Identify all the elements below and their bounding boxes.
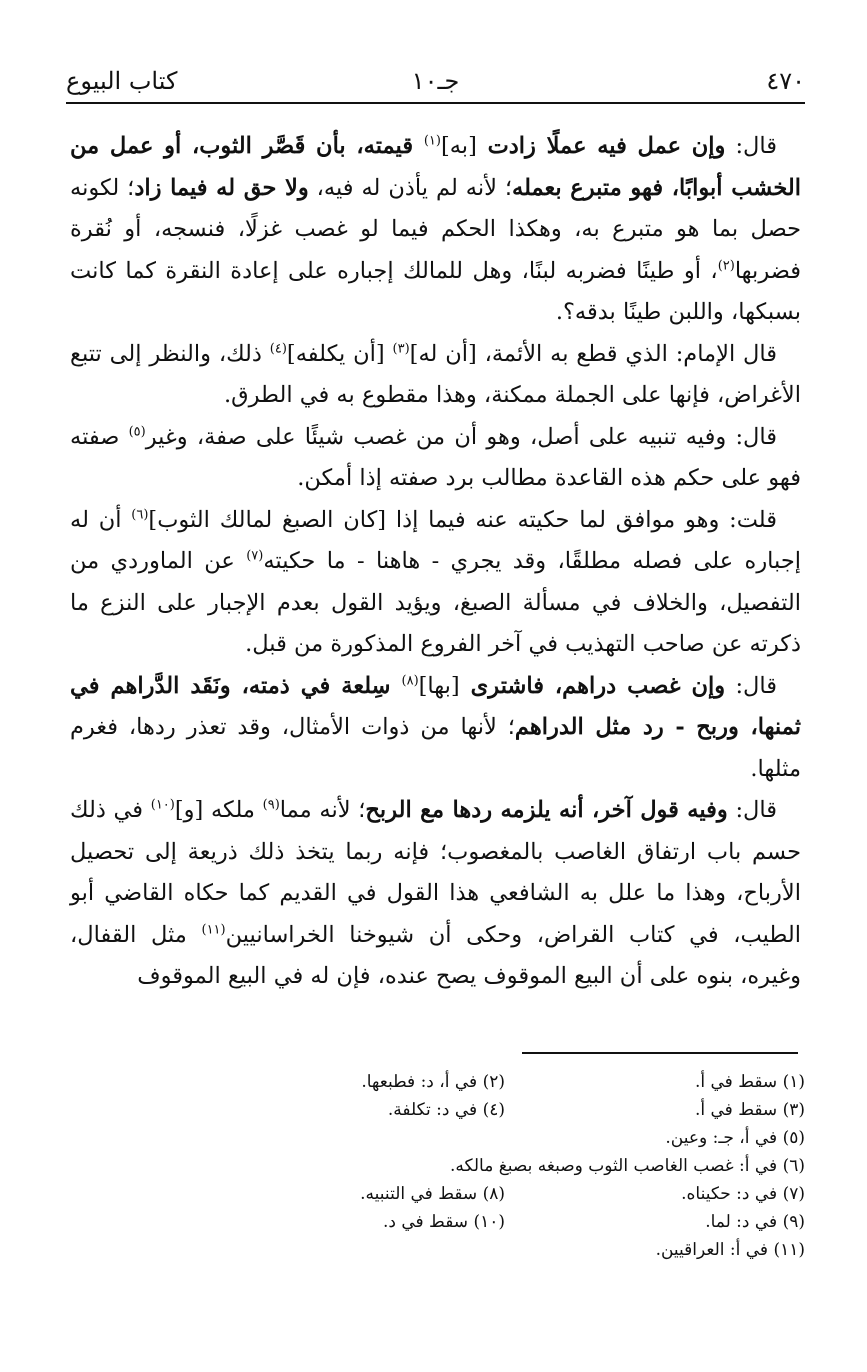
footnote-8: (٨) سقط في التنبيه. [360, 1184, 505, 1204]
paragraph [70, 500, 801, 666]
footnote-ref: (٦) [131, 507, 149, 522]
footnote-6: (٦) في أ: غصب الغاصب الثوب وصبغه بصبغ مالكه. [449, 1156, 805, 1176]
main-text [70, 126, 801, 998]
footnote-11: (١١) في أ: العراقيين. [655, 1240, 805, 1260]
text-run: عن الماوردي من التفصيل، والخلاف في مسألة الصبغ، ويؤيد القول بعدم الإجبار على النزع ما ذكرته عن صاحب التهذيب في آخر الفروع المذكورة من قبل. [70, 548, 801, 657]
text-run: في ذلك حسم باب ارتفاق الغاصب بالمغصوب؛ فإنه ربما يتخذ ذلك ذريعة إلى تحصيل الأرباح، وهذا ما علل به الشافعي هذا القول في القديم كما حكاه القاضي أبو الطيب، في كتاب القراض، وحكى أن شيوخنا الخراسانيين [70, 797, 801, 948]
footnote-ref: (٣) [392, 341, 410, 356]
footnote-row [100, 1096, 805, 1124]
footnote-4: (٤) في د: تكلفة. [387, 1100, 505, 1120]
text-run: ؛ لأنه لم يأذن له فيه، [308, 174, 513, 201]
footnote-ref: (٨) [401, 673, 419, 688]
footnote-2: (٢) في أ، د: فطبعها. [361, 1072, 505, 1092]
footnote-3: (٣) سقط في أ. [694, 1100, 805, 1120]
text-run: ، أو طينًا فضربه لبنًا، وهل للمالك إجباره على إعادة النقرة كما كانت بسبكها، واللبن طينًا بدقه؟. [70, 257, 801, 325]
text-run: ؛ لأنه مما [279, 797, 366, 823]
footnote-row [100, 1152, 805, 1180]
footnote-row [100, 1236, 805, 1264]
bold-text: وإن غصب دراهم، فاشترى [459, 672, 726, 699]
text-run: مثل القفال، وغيره، بنوه على أن البيع الموقوف يصح عنده، فإن له في البيع الموقوف [70, 921, 801, 989]
volume-label: جـ١٠ [411, 67, 460, 95]
text-run: صفته فهو على حكم هذه القاعدة مطالب برد صفته إذا أمكن. [70, 423, 801, 491]
footnote-7: (٧) في د: حكيناه. [681, 1184, 805, 1204]
footnote-ref: (١) [423, 133, 441, 149]
text-run: أن له إجباره على فصله مطلقًا، وقد يجري - هاهنا - ما حكيته [70, 506, 801, 574]
text-run: قال: [725, 133, 777, 159]
footnote-ref: (١١) [201, 922, 226, 937]
paragraph [70, 417, 801, 500]
text-run: ذلك، والنظر إلى تتبع الأغراض، فإنها على الجملة ممكنة، وهذا مقطوع به في الطرق. [70, 340, 801, 408]
footnote-ref: (٩) [262, 797, 280, 813]
footnote-row [100, 1180, 805, 1208]
footnote-1: (١) سقط في أ. [694, 1072, 805, 1092]
page-number: ٤٧٠ [766, 67, 805, 95]
footnote-ref: (١٠) [150, 797, 175, 813]
text-run: [بها] [418, 672, 460, 699]
text-run: قال الإمام: الذي قطع به الأئمة، [أن له] [409, 340, 777, 367]
bold-text: سِلعة في ذمته، ونَقَد الدَّراهم في ثمنها، وربح - رد مثل الدراهم [70, 672, 801, 740]
paragraph [70, 334, 801, 417]
footnote-ref: (٢) [717, 258, 735, 273]
bold-text: قيمته، بأن قَصَّر الثوب، أو عمل من الخشب أبوابًا، فهو متبرع بعمله [70, 133, 801, 201]
bold-text: وفيه قول آخر، أنه يلزمه ردها مع الربح [365, 797, 728, 823]
footnote-row [100, 1068, 805, 1096]
footnote-ref: (٧) [246, 548, 264, 564]
text-run: قال: [727, 797, 778, 823]
page-header [66, 62, 805, 104]
footnote-ref: (٤) [269, 341, 287, 356]
footnotes [100, 1068, 805, 1264]
footnote-row [100, 1124, 805, 1152]
book-title: كتاب البيوع [66, 67, 178, 95]
paragraph [70, 790, 801, 998]
text-run: قال: وفيه تنبيه على أصل، وهو أن من غصب شيئًا على صفة، وغير [145, 423, 777, 450]
text-run: قال: [725, 672, 777, 699]
paragraph [70, 126, 801, 334]
text-run: ؛ لكونه حصل بما هو متبرع به، وهكذا الحكم فيما لو غصب غزلًا، فنسجه، أو نُقرة فضربها [70, 174, 801, 284]
text-run: قلت: وهو موافق لما حكيته عنه فيما إذا [كان الصبغ لمالك الثوب] [148, 506, 777, 533]
paragraph [70, 666, 801, 791]
footnote-divider [522, 1052, 798, 1054]
footnote-10: (١٠) سقط في د. [382, 1212, 505, 1232]
text-run: [أن يكلفه] [286, 340, 393, 367]
bold-text: وإن عمل فيه عملًا زادت [476, 133, 726, 159]
footnote-9: (٩) في د: لما. [705, 1212, 805, 1232]
footnote-row [100, 1208, 805, 1236]
footnote-ref: (٥) [128, 424, 146, 439]
text-run: ؛ لأنها من ذوات الأمثال، وقد تعذر ردها، فغرم مثلها. [70, 714, 801, 782]
bold-text: ولا حق له فيما زاد [134, 174, 309, 201]
text-run: ملكه [و] [174, 797, 263, 823]
text-run: [به] [440, 133, 477, 159]
footnote-5: (٥) في أ، جـ: وعين. [665, 1128, 805, 1148]
